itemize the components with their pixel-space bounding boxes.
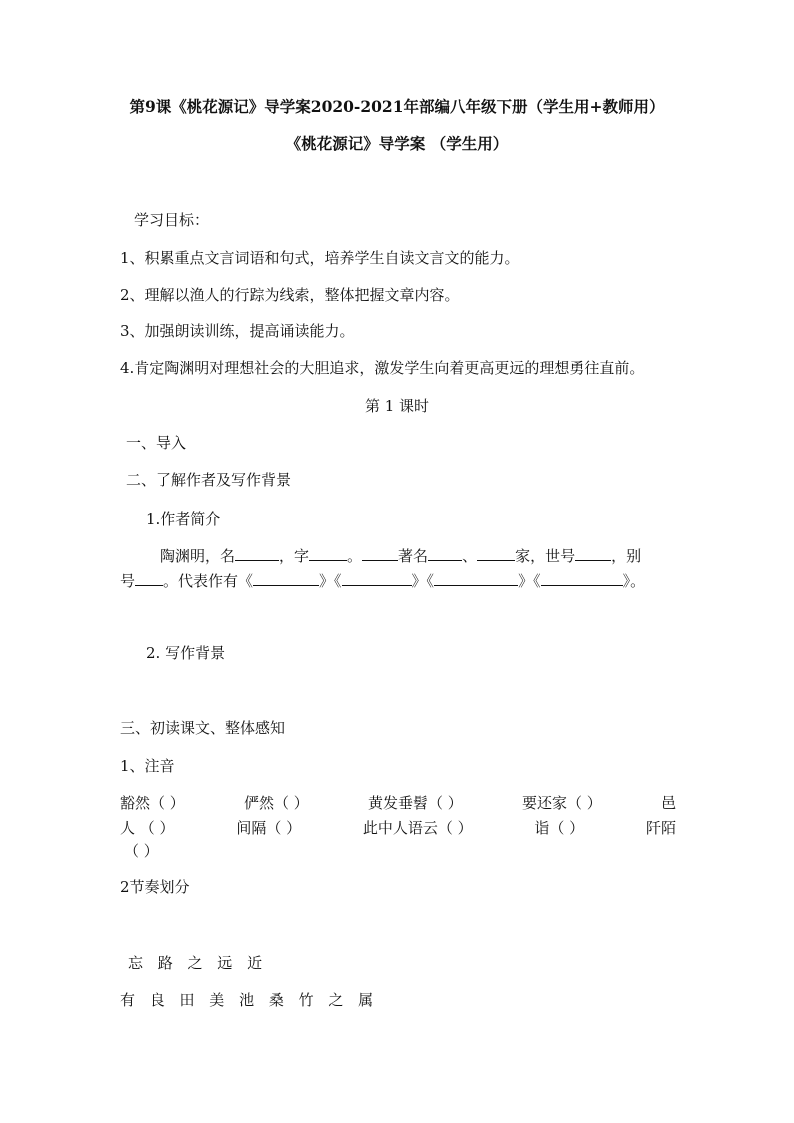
phonetic-row xyxy=(120,793,676,813)
fill-blank[interactable] xyxy=(477,545,515,561)
objectives-heading: 学习目标： xyxy=(134,211,210,229)
section-first-reading: 三、初读课文、整体感知 xyxy=(120,719,286,737)
phonetic-item: 黄发垂髫（ ） xyxy=(367,794,463,812)
phonetic-heading: 1、注音 xyxy=(120,757,175,775)
fill-blank[interactable] xyxy=(235,545,279,561)
phonetic-row xyxy=(120,818,676,838)
writing-background-heading: 2. 写作背景 xyxy=(146,644,226,662)
fill-blank[interactable] xyxy=(253,570,319,586)
rhythm-sentence: 有 良 田 美 池 桑 竹 之 属 xyxy=(120,991,379,1009)
fill-blank[interactable] xyxy=(309,545,347,561)
document-title: 第9课《桃花源记》导学案2020-2021年部编八年级下册（学生用+教师用） xyxy=(129,97,665,116)
fill-blank[interactable] xyxy=(135,570,163,586)
author-paragraph-line1: 陶渊明，名 ，字 。 著名 、 家，世号 ，别 xyxy=(160,547,642,565)
author-paragraph-line2: 号 。代表作有《 》《 》《 》《 》。 xyxy=(120,572,646,590)
lesson-period: 第 1 课时 xyxy=(364,397,430,415)
phonetic-item: 豁然（ ） xyxy=(120,794,185,812)
document-subtitle: 《桃花源记》导学案 （学生用） xyxy=(285,134,509,153)
phonetic-item: 人 （ ） xyxy=(120,819,175,837)
section-author-background: 二、了解作者及写作背景 xyxy=(126,471,292,489)
author-intro-heading: 1.作者简介 xyxy=(146,510,221,528)
fill-blank[interactable] xyxy=(575,545,611,561)
fill-blank[interactable] xyxy=(342,570,412,586)
fill-blank[interactable] xyxy=(541,570,623,586)
objective-item: 3、加强朗读训练，提高诵读能力。 xyxy=(120,322,355,340)
fill-blank[interactable] xyxy=(428,545,462,561)
fill-blank[interactable] xyxy=(362,545,398,561)
phonetic-item: 诣（ ） xyxy=(534,819,585,837)
section-intro: 一、导入 xyxy=(126,434,187,452)
phonetic-item: 此中人语云（ ） xyxy=(362,819,473,837)
objective-item: 1、积累重点文言词语和句式，培养学生自读文言文的能力。 xyxy=(120,249,520,267)
rhythm-heading: 2节奏划分 xyxy=(120,878,190,896)
objective-item: 2、理解以渔人的行踪为线索，整体把握文章内容。 xyxy=(120,286,460,304)
phonetic-item: （ ） xyxy=(124,842,159,860)
phonetic-item: 间隔（ ） xyxy=(236,819,302,837)
fill-blank[interactable] xyxy=(434,570,518,586)
rhythm-sentence: 忘 路 之 远 近 xyxy=(128,954,268,972)
phonetic-item: 邑 xyxy=(660,794,676,812)
objective-item: 4.肯定陶渊明对理想社会的大胆追求，激发学生向着更高更远的理想勇往直前。 xyxy=(120,359,645,377)
phonetic-item: 要还家（ ） xyxy=(521,794,602,812)
phonetic-item: 阡陌 xyxy=(645,819,676,837)
phonetic-item: 俨然（ ） xyxy=(243,794,309,812)
